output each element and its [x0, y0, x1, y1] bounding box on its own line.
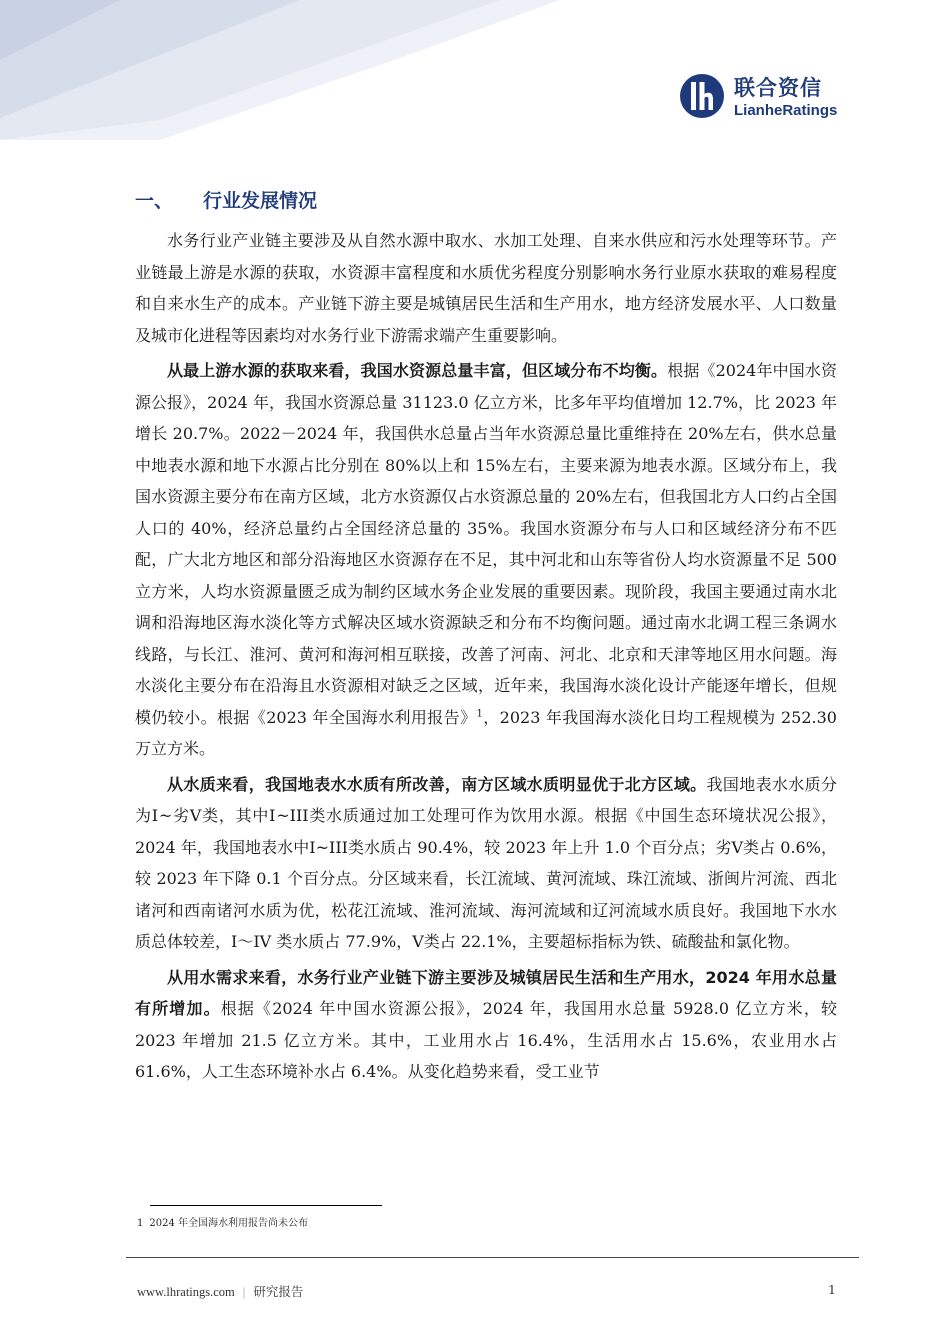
- footer: [137, 1282, 303, 1300]
- footer-divider: [126, 1257, 859, 1258]
- paragraph-text: 水务行业产业链主要涉及从自然水源中取水、水加工处理、自来水供应和污水处理等环节。产业链最上游是水源的获取，水资源丰富程度和水质优劣程度分别影响水务行业原水获取的难易程度和自来水生产的成本。产业链下游主要是城镇居民生活和生产用水，地方经济发展水平、人口数量及城市化进程等因素均对水务行业下游需求端产生重要影响。: [135, 231, 837, 345]
- footnote: [137, 1214, 308, 1229]
- footer-website-link[interactable]: www.lhratings.com: [137, 1285, 235, 1299]
- logo-english-name: LianheRatings: [734, 102, 838, 119]
- corner-decoration: [0, 0, 560, 140]
- section-heading: [135, 186, 317, 213]
- footnote-text: 2024 年全国海水利用报告尚未公布: [149, 1218, 309, 1229]
- logo-chinese-name: 联合资信: [734, 76, 822, 100]
- paragraph-text: 我国地表水水质分为Ⅰ~劣Ⅴ类，其中Ⅰ~III类水质通过加工处理可作为饮用水源。根据《中国生态环境状况公报》，2024 年，我国地表水中Ⅰ~III类水质占 90.4%，较 2023 年上升 1.0 个百分点；劣Ⅴ类占 0.6%，较 2023 年下降 0.1 个百分点。分区域来看，长江流域、黄河流域、珠江流域、浙闽片河流、西北诸河和西南诸河水质为优，松花江流域、淮河流域、海河流域和辽河流域水质良好。我国地下水水质总体较差，Ⅰ～IV 类水质占 77.9%，Ⅴ类占 22.1%，主要超标指标为铁、硫酸盐和氯化物。: [135, 774, 837, 951]
- paragraph: [135, 225, 837, 351]
- paragraph: [135, 355, 837, 765]
- section-title: 行业发展情况: [203, 190, 318, 212]
- paragraph-text: 根据《2024年中国水资源公报》，2024 年，我国水资源总量 31123.0 亿立方米，比多年平均值增加 12.7%，比 2023 年增长 20.7%。2022－2024 年，我国供水总量占当年水资源总量比重维持在 20%左右，供水总量中地表水源和地下水源占比分别在 80%以上和 15%左右，主要来源为地表水源。区域分布上，我国水资源主要分布在南方区域，北方水资源仅占水资源总量的 20%左右，但我国北方人口约占全国人口的 40%，经济总量约占全国经济总量的 35%。我国水资源分布与人口和区域经济分布不匹配，广大北方地区和部分沿海地区水资源存在不足，其中河北和山东等省份人均水资源量不足 500 立方米，人均水资源量匮乏成为制约区域水务企业发展的重要因素。现阶段，我国主要通过南水北调和沿海地区海水淡化等方式解决区域水资源缺乏和分布不均衡问题。通过南水北调工程三条调水线路，与长江、淮河、黄河和海河相互联接，改善了河南、河北、北京和天津等地区用水问题。海水淡化主要分布在沿海且水资源相对缺乏之区域，近年来，我国海水淡化设计产能逐年增长，但规模仍较小。根据《2023 年全国海水利用报告》: [135, 361, 837, 727]
- paragraph-lead: 从水质来看，我国地表水水质有所改善，南方区域水质明显优于北方区域。: [167, 774, 707, 794]
- section-number: 一、: [135, 190, 174, 212]
- footer-separator: |: [242, 1285, 246, 1299]
- brand-logo: [678, 70, 848, 124]
- paragraph-tail: ，2023 年我国海水淡化日均工程规模为 252.30 万立方米。: [135, 707, 837, 758]
- footnote-divider: [150, 1205, 382, 1206]
- lianhe-ratings-logo-icon: [678, 72, 726, 120]
- footnote-mark: 1: [137, 1218, 144, 1229]
- footer-doc-type: 研究报告: [253, 1285, 304, 1299]
- paragraph-lead: 从用水需求来看，水务行业产业链下游主要涉及城镇居民生活和生产用水，2024 年用水总量有所增加。: [135, 967, 837, 1018]
- paragraph-lead: 从最上游水源的获取来看，我国水资源总量丰富，但区域分布不均衡。: [167, 361, 668, 380]
- report-body: [135, 225, 837, 1092]
- page-number: 1: [828, 1282, 836, 1297]
- paragraph-text: 根据《2024 年中国水资源公报》，2024 年，我国用水总量 5928.0 亿立方米，较 2023 年增加 21.5 亿立方米。其中，工业用水占 16.4%，生活用水占 15.6%，农业用水占 61.6%，人工生态环境补水占 6.4%。从变化趋势来看，受工业节: [135, 999, 837, 1081]
- paragraph: [135, 962, 837, 1088]
- paragraph: [135, 769, 837, 958]
- footnote-reference[interactable]: 1: [476, 708, 483, 720]
